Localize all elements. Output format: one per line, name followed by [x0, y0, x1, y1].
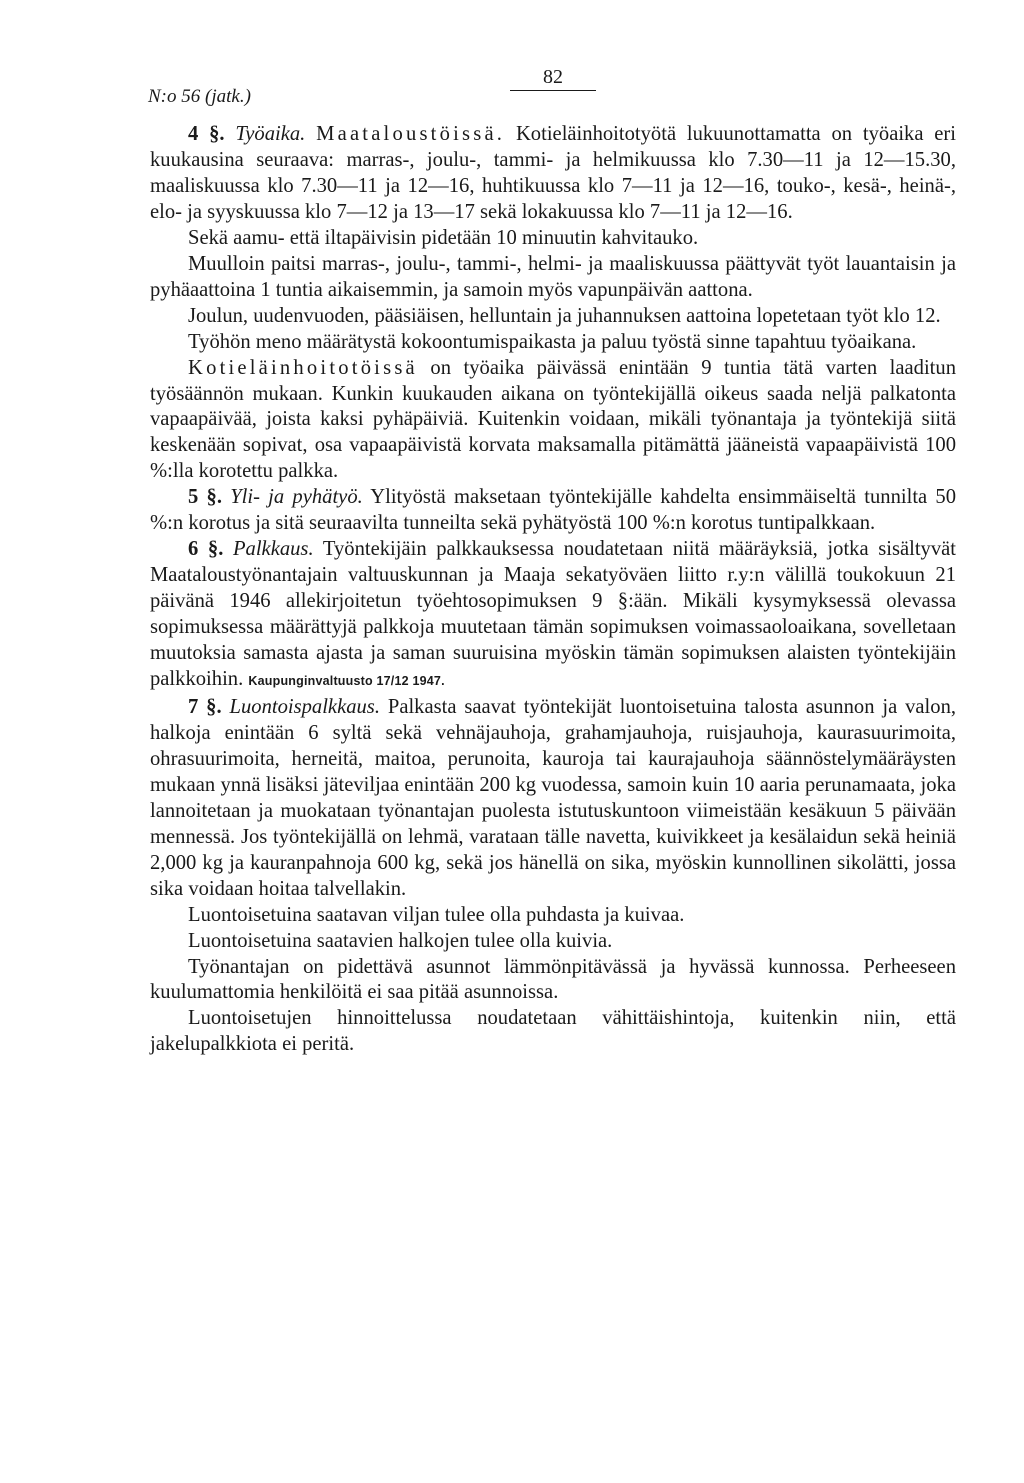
section-6-body: Työntekijäin palkkauksessa noudatetaan niitä määräyksiä, jotka sisältyvät Maataloustyönantajain valtuuskunnan ja Maaja sekatyöväen liitto r.y:n välillä toukokuun 21 päivänä 1946 allekirjoitetun työehtosopimuksen 9 §:ään. Mikäli kysymyksessä olevassa sopimuksessa määrättyjä palkkoja muutetaan tämän sopimuksen voimassaoloaikana, sovelletaan muutoksia samasta ajasta ja saman suuruisina myöskin tämän sopimuksen alaisten työntekijäin palkkoihin.	[150, 538, 956, 691]
section-4-saturdays: Muulloin paitsi marras-, joulu-, tammi-, helmi- ja maaliskuussa päättyvät työt lauantaisin ja pyhäaattoina 1 tuntia aikaisemmin, ja samoin myös vapunpäivän aattona.	[150, 252, 956, 301]
body-text	[150, 122, 956, 1058]
section-4-number: 4 §.	[188, 123, 225, 145]
section-7-number: 7 §.	[188, 695, 222, 718]
section-7-pricing: Luontoisetujen hinnoittelussa noudatetaan vähittäishintoja, kuitenkin niin, että jakelupalkkiota ei peritä.	[150, 1007, 956, 1056]
section-4-commute: Työhön meno määrätystä kokoontumispaikasta ja paluu työstä sinne tapahtuu työaikana.	[188, 330, 917, 353]
section-5-number: 5 §.	[188, 486, 222, 509]
section-7-housing: Työnantajan on pidettävä asunnot lämmönpitävässä ja hyvässä kunnossa. Perheeseen kuulumattomia henkilöitä ei saa pitää asunnoissa.	[150, 955, 956, 1004]
section-4-paragraph	[150, 122, 956, 226]
section-7-paragraph	[150, 695, 956, 903]
section-4-livestock-heading: Kotieläinhoitotöissä	[188, 356, 418, 379]
section-7-grain: Luontoisetuina saatavan viljan tulee olla puhdasta ja kuivaa.	[188, 903, 685, 926]
section-4-livestock-body: on työaika päivässä enintään 9 tuntia tätä varten laaditun työsäännön mukaan. Kunkin kuukauden aikana on työntekijällä oikeus saada neljä palkatonta vapaapäivää, joista kaksi pyhäpäiviä. Kuitenkin voidaan, mikäli työnantaja ja työntekijä siitä keskenään sopivat, osa vapaapäivistä korvata maksamalla pitämättä jääneistä vapaapäivistä 100 %:lla korotettu palkka.	[150, 356, 956, 483]
section-5-body: Ylityöstä maksetaan työntekijälle kahdelta ensimmäiseltä tunnilta 50 %:n korotus ja sitä seuraavilta tunneilta sekä pyhätyöstä 100 %:n korotus tuntipalkkaan.	[150, 486, 957, 535]
section-7-body: Palkasta saavat työntekijät luontoisetuina talosta asunnon ja valon, halkoja enintään 6 syltä sekä vehnäjauhoja, grahamjauhoja, ruisjauhoja, kaurasuurimoita, ohrasuurimoita, herneitä, maitoa, perunoita, kauroja tai kaurajauhoja säännöstelymääräysten mukaan ynnä lisäksi jäteviljaa enintään 200 kg vuodessa, samoin kuin 10 aaria perunamaata, joka lannoitetaan ja muokataan työnantajan puolesta istutuskuntoon viimeistään kesäkuun 5 päivään mennessä. Jos työntekijällä on lehmä, varataan tälle navetta, kuivikkeet ja kesälaidun sekä heiniä 2,000 kg ja kauranpahnoja 600 kg, sekä jos hänellä on sika, myöskin kunnollinen sikolätti, jossa sika voidaan hoitaa talvellakin.	[150, 695, 957, 900]
section-4-title: Työaika.	[235, 123, 306, 145]
section-6-title: Palkkaus.	[232, 538, 314, 561]
document-page	[150, 66, 956, 1058]
page-header	[150, 66, 956, 122]
page-number: 82	[510, 66, 596, 91]
section-7-firewood: Luontoisetuina saatavien halkojen tulee olla kuivia.	[188, 929, 613, 952]
section-4-livestock-work	[150, 356, 956, 486]
section-5-title: Yli- ja pyhätyö.	[230, 486, 363, 509]
document-reference: N:o 56 (jatk.)	[148, 86, 251, 107]
section-5-paragraph	[150, 485, 956, 537]
section-4-holiday-eves: Joulun, uudenvuoden, pääsiäisen, helluntain ja juhannuksen aattoina lopetetaan työt klo 12.	[188, 304, 941, 327]
section-7-title: Luontoispalkkaus.	[229, 695, 380, 718]
section-6-paragraph	[150, 537, 956, 695]
section-6-amendment-note: Kaupunginvaltuusto 17/12 1947.	[248, 674, 445, 689]
section-6-number: 6 §.	[188, 538, 224, 561]
section-4-subheading: Maataloustöissä.	[316, 123, 506, 145]
section-4-body: Kotieläinhoitotyötä lukuunottamatta on työaika eri kuukausina seuraava: marras-, joulu-, tammi- ja helmikuussa klo 7.30—11 ja 12—15.30, maaliskuussa klo 7.30—11 ja 12—16, huhtikuussa klo 7—11 ja 12—16, touko-, kesä-, heinä-, elo- ja syyskuussa klo 7—12 ja 13—17 sekä lokakuussa klo 7—11 ja 12—16.	[150, 123, 956, 223]
section-4-coffee-break: Sekä aamu- että iltapäivisin pidetään 10 minuutin kahvitauko.	[188, 226, 699, 249]
